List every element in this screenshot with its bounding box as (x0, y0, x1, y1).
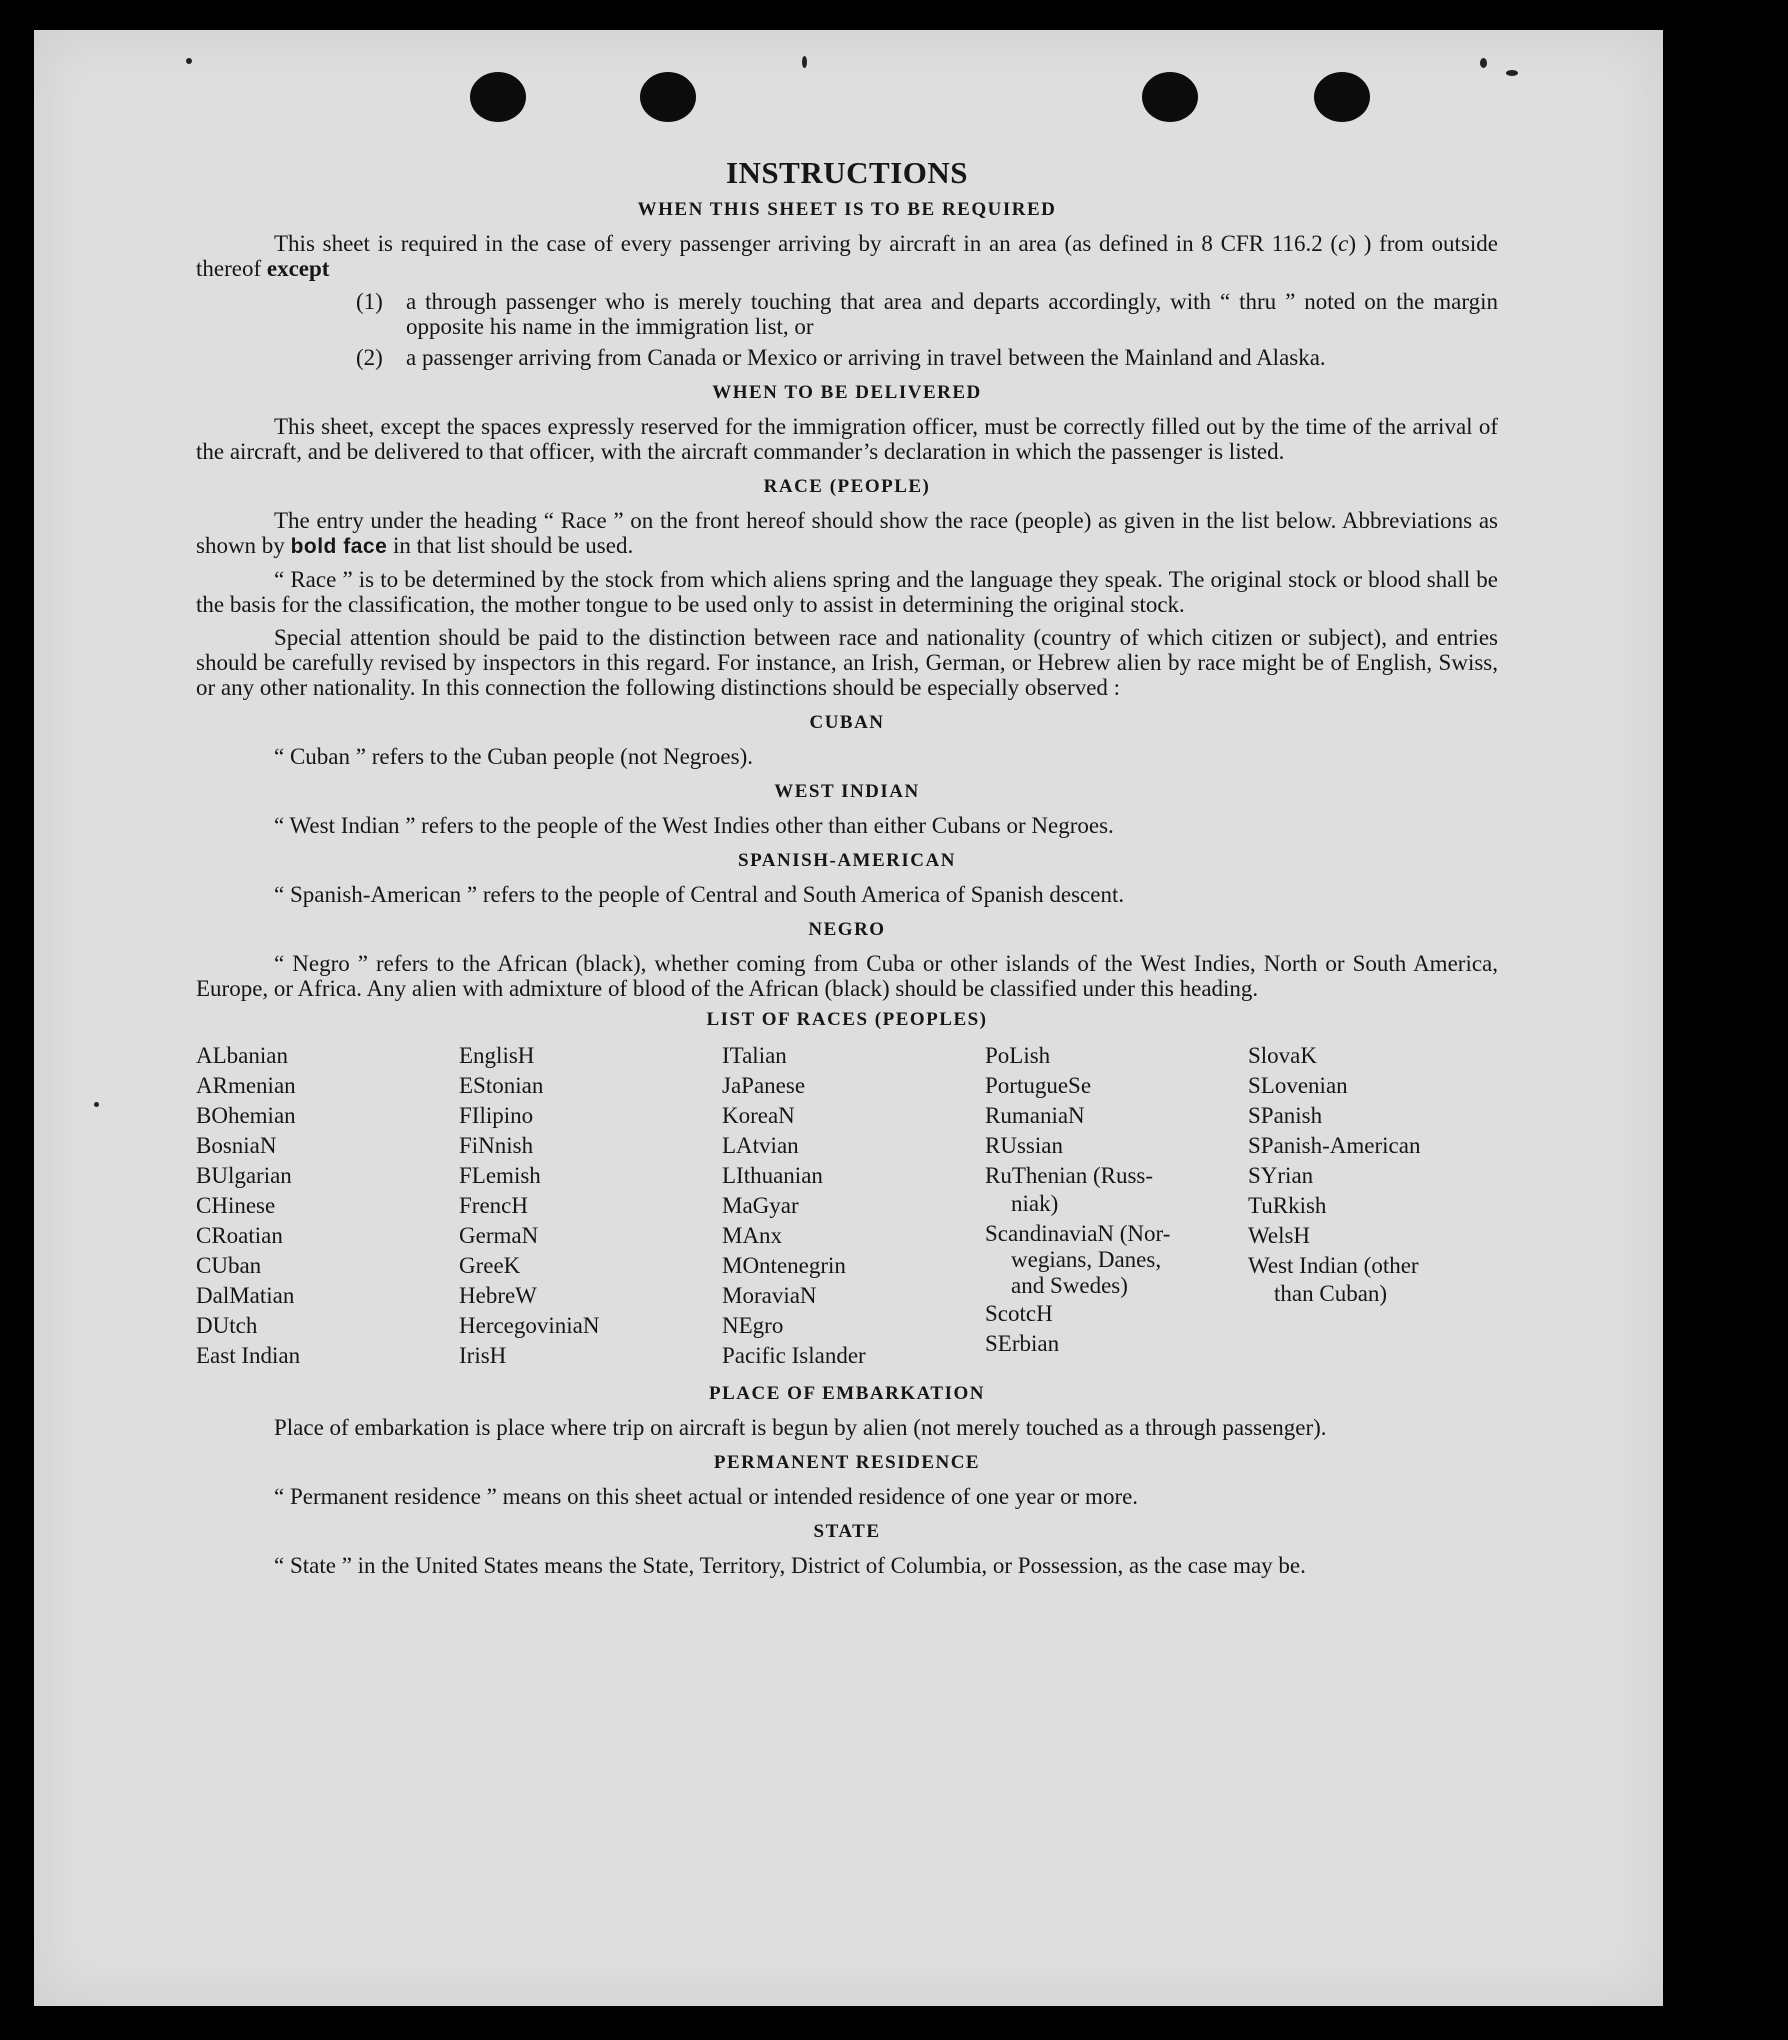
ink-speck (802, 56, 807, 68)
heading-list-of-races: LIST OF RACES (PEOPLES) (706, 1009, 988, 1030)
race-entry: RuThenian (Russ- (985, 1163, 1154, 1188)
race-entry: CRoatian (196, 1223, 283, 1248)
heading-race: RACE (PEOPLE) (763, 476, 931, 497)
heading-state: STATE (813, 1521, 881, 1542)
race-entry: MoraviaN (722, 1283, 817, 1308)
ink-speck (1506, 70, 1518, 76)
punch-hole (640, 72, 696, 122)
race-entry: SLovenian (1248, 1073, 1348, 1098)
exception-item-2 (196, 345, 1498, 370)
race-entry: LAtvian (722, 1133, 799, 1158)
race-entry: MaGyar (722, 1193, 799, 1218)
race-entry: RumaniaN (985, 1103, 1085, 1128)
race-entry: CUban (196, 1253, 262, 1278)
heading-permanent-residence: PERMANENT RESIDENCE (713, 1452, 981, 1473)
race-entry: EnglisH (459, 1043, 535, 1068)
races-column-5 (1248, 1041, 1498, 1371)
permanent-residence-text: “ Permanent residence ” means on this sheet actual or intended residence of one year or more. (274, 1484, 1139, 1509)
race-entry: KoreaN (722, 1103, 795, 1128)
race-entry: MAnx (722, 1223, 783, 1248)
race-entry: Pacific Islander (722, 1343, 866, 1368)
race-entry: GreeK (459, 1253, 521, 1278)
race-entry: FLemish (459, 1163, 541, 1188)
race-entry: East Indian (196, 1343, 301, 1368)
races-column-2 (459, 1041, 709, 1371)
races-column-1 (196, 1041, 446, 1371)
instructions-content (196, 155, 1498, 1586)
race-entry: HebreW (459, 1283, 537, 1308)
race-paragraph-1: The entry under the heading “ Race ” on the front hereof should show the race (people) as given in the list below. Abbreviations as shown by bold face in that list should be used. (196, 508, 1498, 558)
exception-item-1 (196, 289, 1498, 339)
heading-embarkation: PLACE OF EMBARKATION (709, 1383, 985, 1404)
race-entry: MOntenegrin (722, 1253, 846, 1278)
when-required-text: This sheet is required in the case of every passenger arriving by aircraft in an area (as defined in 8 CFR 116.2 (c) ) from outside thereof except (196, 231, 1498, 281)
race-entry: CHinese (196, 1193, 276, 1218)
race-entry: RUssian (985, 1133, 1063, 1158)
heading-negro: NEGRO (808, 919, 886, 940)
race-entry: DUtch (196, 1313, 258, 1338)
heading-west-indian: WEST INDIAN (774, 781, 920, 802)
race-entry: wegians, Danes, (1011, 1247, 1162, 1272)
state-text: “ State ” in the United States means the State, Territory, District of Columbia, or Possession, as the case may be. (274, 1553, 1306, 1578)
race-entry: SPanish (1248, 1103, 1323, 1128)
race-entry: BOhemian (196, 1103, 296, 1128)
race-entry: JaPanese (722, 1073, 806, 1098)
race-entry: DalMatian (196, 1283, 295, 1308)
race-paragraph-2: “ Race ” is to be determined by the stock from which aliens spring and the language they speak. The original stock or blood shall be the basis for the classification, the mother tongue to be used only to assist in determining the original stock. (196, 567, 1498, 617)
item-number: (2) (356, 345, 383, 370)
spanish-american-text: “ Spanish-American ” refers to the people of Central and South America of Spanish descent. (274, 882, 1125, 907)
item-text: a passenger arriving from Canada or Mexico or arriving in travel between the Mainland and Alaska. (406, 345, 1326, 370)
race-entry: SlovaK (1248, 1043, 1317, 1068)
race-entry: than Cuban) (1274, 1281, 1388, 1306)
race-entry: SErbian (985, 1331, 1060, 1356)
heading-cuban: CUBAN (809, 712, 885, 733)
punch-hole (470, 72, 526, 122)
race-entry: FIlipino (459, 1103, 534, 1128)
embarkation-text: Place of embarkation is place where trip on aircraft is begun by alien (not merely touched as a through passenger). (274, 1415, 1327, 1440)
heading-spanish-american: SPANISH-AMERICAN (738, 850, 956, 871)
race-entry: EStonian (459, 1073, 544, 1098)
race-entry: ITalian (722, 1043, 787, 1068)
ink-speck (186, 58, 192, 64)
cuban-text: “ Cuban ” refers to the Cuban people (not Negroes). (274, 744, 754, 769)
heading-when-delivered: WHEN TO BE DELIVERED (712, 382, 982, 403)
race-entry: ScotcH (985, 1301, 1053, 1326)
race-entry: SYrian (1248, 1163, 1314, 1188)
race-entry: and Swedes) (1011, 1273, 1128, 1298)
race-entry: FiNnish (459, 1133, 534, 1158)
negro-text: “ Negro ” refers to the African (black), whether coming from Cuba or other islands of the West Indies, North or South America, Europe, or Africa. Any alien with admixture of blood of the African (black) should be classified under this heading. (196, 951, 1498, 1001)
race-entry: ARmenian (196, 1073, 296, 1098)
race-entry: IrisH (459, 1343, 507, 1368)
west-indian-text: “ West Indian ” refers to the people of the West Indies other than either Cubans or Negroes. (274, 813, 1114, 838)
race-entry: FrencH (459, 1193, 528, 1218)
races-column-3 (722, 1041, 972, 1371)
punch-hole (1314, 72, 1370, 122)
ink-speck (94, 1102, 99, 1107)
race-entry: ScandinaviaN (Nor- (985, 1221, 1171, 1246)
race-entry: LIthuanian (722, 1163, 823, 1188)
race-entry: NEgro (722, 1313, 784, 1338)
race-entry: West Indian (other (1248, 1253, 1419, 1278)
races-list (196, 1041, 1498, 1371)
races-column-4 (985, 1041, 1235, 1371)
race-entry: GermaN (459, 1223, 539, 1248)
when-delivered-text: This sheet, except the spaces expressly reserved for the immigration officer, must be correctly filled out by the time of the arrival of the aircraft, and be delivered to that officer, with the aircraft commander’s declaration in which the passenger is listed. (196, 414, 1498, 464)
item-text: a through passenger who is merely touching that area and departs accordingly, with “ thru ” noted on the margin opposite his name in the immigration list, or (406, 289, 1498, 339)
punch-hole (1142, 72, 1198, 122)
page-title: INSTRUCTIONS (725, 155, 968, 190)
race-entry: TuRkish (1248, 1193, 1327, 1218)
race-entry: HercegoviniaN (459, 1313, 600, 1338)
race-entry: ALbanian (196, 1043, 288, 1068)
race-entry: niak) (1011, 1191, 1059, 1216)
item-number: (1) (356, 289, 383, 314)
race-entry: WelsH (1248, 1223, 1311, 1248)
race-entry: PoLish (985, 1043, 1051, 1068)
race-paragraph-3: Special attention should be paid to the distinction between race and nationality (country of which citizen or subject), and entries should be carefully revised by inspectors in this regard. For instance, an Irish, German, or Hebrew alien by race might be of English, Swiss, or any other nationality. In this connection the following distinctions should be especially observed : (196, 625, 1498, 700)
heading-when-required: WHEN THIS SHEET IS TO BE REQUIRED (637, 199, 1057, 220)
race-entry: SPanish-American (1248, 1133, 1421, 1158)
ink-speck (1480, 58, 1487, 68)
race-entry: BosniaN (196, 1133, 277, 1158)
race-entry: BUlgarian (196, 1163, 292, 1188)
race-entry: PortugueSe (985, 1073, 1092, 1098)
